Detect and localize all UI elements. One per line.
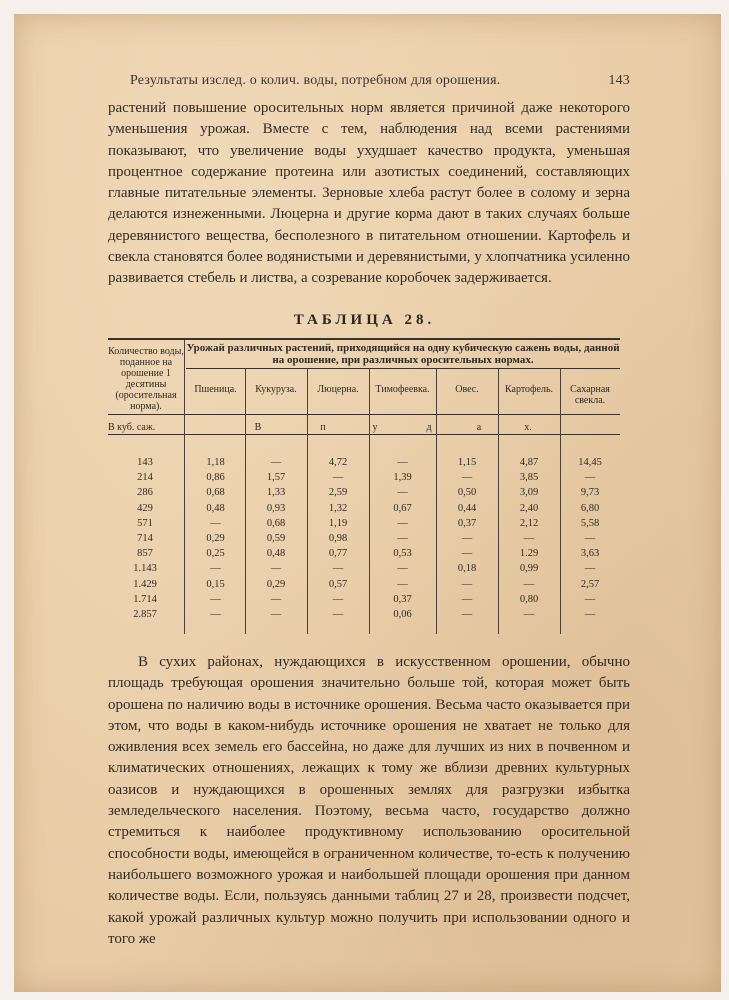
table-cell: 5,58: [580, 517, 600, 529]
unit-row-cell: п: [320, 422, 326, 433]
table-cell: 1.29: [519, 548, 539, 560]
row-norm: 1.714: [133, 593, 157, 605]
table-cell: 4,87: [519, 457, 539, 468]
table-cell: 1,57: [266, 472, 286, 484]
table-cell: 3,63: [580, 548, 600, 560]
table-cell: 1,18: [206, 457, 225, 468]
table-cell: 0,44: [457, 502, 477, 514]
table-cell: 0,48: [206, 502, 225, 514]
table-cell: 0,98: [328, 533, 348, 544]
table-title: ТАБЛИЦА 28.: [293, 312, 436, 328]
row-norm: 1.143: [133, 563, 157, 575]
table-cell: 0,57: [328, 578, 348, 590]
table-cell: 3,85: [519, 472, 539, 484]
table-cell: 9,73: [580, 487, 600, 499]
table-cell: —: [210, 593, 221, 605]
table-cell: —: [584, 563, 596, 575]
table-cell: 0,18: [457, 563, 477, 575]
table-cell: 0,93: [266, 502, 286, 514]
column-header: Кукуруза.: [255, 384, 297, 395]
table-cell: —: [270, 609, 282, 620]
table-cell: —: [461, 578, 473, 590]
table-cell: —: [270, 593, 282, 605]
table-cell: 0,37: [393, 593, 412, 605]
row-norm: 143: [137, 457, 153, 468]
table-cell: 6,80: [580, 502, 600, 514]
table-cell: 1,19: [328, 517, 348, 529]
unit-row-cell: В куб. саж.: [108, 422, 156, 433]
table-cell: —: [270, 563, 282, 575]
table-cell: 0,25: [206, 548, 225, 560]
group-header: Урожай различных растений, приходящийся на одну кубическую сажень воды, данной на орошение, при различных оросительных нормах.: [186, 342, 620, 366]
row-norm: 857: [137, 548, 153, 560]
table-cell: —: [523, 578, 535, 590]
table-cell: 0,29: [206, 533, 225, 544]
unit-row-cell: а: [476, 422, 482, 433]
table-cell: 0,06: [393, 609, 412, 620]
table-cell: —: [461, 533, 473, 544]
group-header-rule: [186, 368, 620, 369]
table-cell: —: [584, 472, 596, 484]
table-cell: 2,57: [580, 578, 600, 590]
column-header: Овес.: [455, 384, 479, 395]
row-norm: 571: [137, 517, 153, 529]
row-norm: 286: [137, 487, 153, 499]
running-title: Результаты изслед. о колич. воды, потребном для орошения.: [130, 73, 501, 88]
table-cell: 2,40: [519, 502, 539, 514]
table-cell: 3,09: [519, 487, 539, 499]
table-cell: —: [210, 609, 221, 620]
table-cell: 0,99: [519, 563, 539, 575]
table-cell: —: [397, 487, 408, 499]
column-header: Картофель.: [504, 384, 554, 395]
column-rule: [184, 340, 185, 634]
row-norm: 1.429: [133, 578, 157, 590]
table-cell: —: [584, 593, 596, 605]
table-cell: 0,48: [266, 548, 286, 560]
row-norm: 714: [137, 533, 153, 544]
table-cell: —: [461, 472, 473, 484]
table-cell: 1,33: [266, 487, 286, 499]
table-cell: 1,15: [457, 457, 477, 468]
table-cell: 0,37: [457, 517, 477, 529]
table-cell: —: [523, 533, 535, 544]
table-cell: —: [397, 457, 408, 468]
table-cell: 0,50: [457, 487, 477, 499]
table-cell: 0,29: [266, 578, 286, 590]
unit-row-cell: у: [372, 422, 378, 433]
table-cell: —: [332, 593, 344, 605]
table-cell: —: [584, 533, 596, 544]
table-cell: —: [584, 609, 596, 620]
unit-row-cell: д: [426, 422, 432, 433]
table-cell: —: [461, 609, 473, 620]
column-header: Люцерна.: [317, 384, 359, 395]
table-cell: 2,12: [519, 517, 539, 529]
table-cell: 1,39: [393, 472, 412, 484]
table-cell: 0,80: [519, 593, 539, 605]
table-cell: —: [461, 548, 473, 560]
table-cell: 0,68: [266, 517, 286, 529]
page-number: 143: [608, 73, 630, 88]
paragraph-top: растений повышение оросительных норм является причиной даже некоторого уменьшения урожая. Вместе с тем, наблюдения над всеми растениями показывают, что увеличение воды ухудшает качество продукта, уменьшая процентное содержание протеина или азотистых соединений, составляющих главные питательные элементы. Зерновые хлеба растут более в солому и зерна делаются изнеженными. Люцерна и другие корма дают в таких случаях больше деревянистого вещества, бесполезного в питательном отношении. Картофель и свекла становятся более водянистыми и деревянистыми, у хлопчатника усиленно развивается стебель и листва, а созревание коробочек задерживается.: [108, 100, 630, 287]
table-cell: —: [397, 578, 408, 590]
table-cell: 0,53: [393, 548, 412, 560]
table-cell: —: [332, 472, 344, 484]
table-cell: —: [332, 609, 344, 620]
table-cell: —: [210, 517, 221, 529]
table-cell: 0,15: [206, 578, 225, 590]
table-cell: 0,77: [328, 548, 348, 560]
table-cell: 1,32: [328, 502, 348, 514]
table-cell: —: [397, 533, 408, 544]
table-cell: 4,72: [328, 457, 348, 468]
table-cell: —: [332, 563, 344, 575]
column-header: Сахарная свекла.: [570, 384, 610, 406]
table-cell: —: [461, 593, 473, 605]
table-cell: —: [397, 517, 408, 529]
column-header: Тимофеевка.: [375, 384, 430, 395]
row-norm: 2.857: [133, 609, 157, 620]
norm-column-header: Количество воды, поданное на орошение 1 десятины (оросительная норма).: [108, 346, 184, 412]
row-norm: 214: [137, 472, 153, 484]
table-cell: —: [523, 609, 535, 620]
table-cell: 2,59: [328, 487, 348, 499]
table-cell: 0,68: [206, 487, 225, 499]
row-norm: 429: [137, 502, 153, 514]
table-cell: —: [397, 563, 408, 575]
paragraph-bottom: В сухих районах, нуждающихся в искусственном орошении, обычно площадь требующая орошения значительно больше той, которая может быть орошена по наличию воды в источнике орошения. Весьма часто оказывается при этом, что воды в каком-нибудь источнике орошения не хватает не только для оживления всех земель его бассейна, но даже для лучших из них в почвенном и климатических отношениях, лежащих к тому же вблизи древних культурных оазисов и нуждающихся в орошенных землях для разгрузки избытка земледельческого населения. Поэтому, весьма часто, государство должно стремиться к наиболее продуктивному использованию оросительной способности воды, имеющейся в ограниченном количестве, то-есть к получению наибольшего возможного урожая и наибольшей площади орошения при данном количестве воды. Если, пользуясь данными таблиц 27 и 28, произвести подсчет, какой урожай различных культур можно получить при использовании одного и того же: [108, 654, 630, 947]
unit-row-cell: х.: [524, 422, 532, 433]
table-cell: 0,59: [266, 533, 286, 544]
table-cell: 14,45: [578, 457, 602, 468]
running-header: [130, 73, 630, 89]
unit-row-cell: В: [254, 422, 262, 433]
column-header: Пшеница.: [194, 384, 237, 395]
table-cell: 0,86: [206, 472, 225, 484]
table-cell: —: [270, 457, 282, 468]
table-cell: 0,67: [393, 502, 412, 514]
table-cell: —: [210, 563, 221, 575]
